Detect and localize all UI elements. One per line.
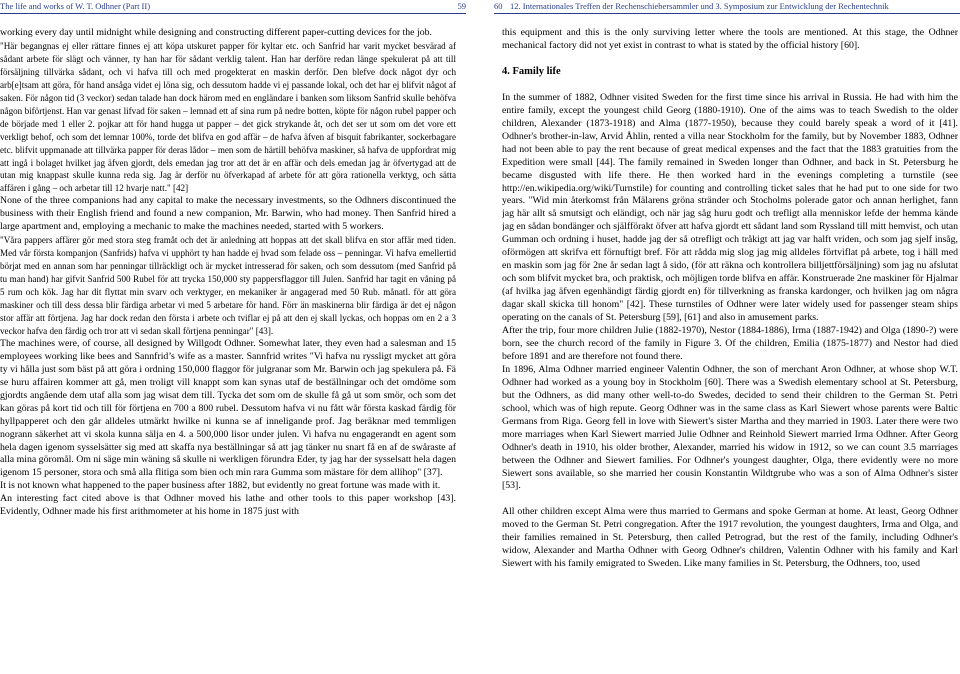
left-column (0, 27, 456, 674)
swedish-quote-paragraph: "Här begangnas ej eller rättare finnes ej att köpa utskuret papper för kyltar etc. och Sanfrid har varit mycket besvärad af sådant arbete för slägt och vänner, ty han har för sådant verklig talent. Han har derföre redan länge spekulerat på att till försäljning tillvärka sådant, och vi hafva till och med progekterat en maskin derför. Den blefve dock något dyr och arb[e]tsam att göra, för hand ansåga videt ej löna sig, och dessutom hadde vi ej passande lokal, och det har ej blifvit något af saken. För någon tid (3 veckor) sedan talade han dock härom med en engländare i banken som liksom Sanfrid skulle behöfva någon biförtjenst. Han var genast lifvad för saken – lemnad ett af sina rum på nedre botten, köpte för någon rubel papper och de började med 1 eller 2. pojkar att för hand hugga ut papper – det gick strykande åt, och det ser ut som om det vore ett verkligt behof, och som det lemnar 100%, torde det blifva en god affär – de hafva äfven af bisquit fabrikanter, sockerbagare etc. blifvit uppmanade att tillvärka papper för deras lådor – men som de härtill behöfva maskiner, så hafva de uppfordrat mig att ingå i bolaget hvilket jag äfven gjordt, dels emedan jag tror att det är en affär och dels emedan jag är öfvertygad att de utan mig knappast skulle kunna reda sig. Jag är derför nu öfverkapad af arbete för att göra rationella verktyg, och sätta affären i gång – och arbetar till 12 hvarje natt." [42] (0, 40, 456, 194)
section-heading: 4. Family life (502, 65, 561, 77)
body-paragraph: In the summer of 1882, Odhner visited Sweden for the first time since his arrival in Russia. He had with him the entire family, except the youngest child Georg (1880-1910). One of the aims was to teach Swedish to the older children, Alexander (1873-1918) and Alma (1877-1950), because they could barely speak a word of it [41]. Odhner's brother-in-law, Arvid Åhlin, rented a villa near Stockholm for the family, but by November 1883, Odhner had not been able to pay the rent because of great medical expenses and the fact that the 1883 gratuities from the Expedition were small [44]. The family remained in Sweden longer than Odhner, and back in St. Petersburg he became disgusted with life there. He then worked hard in the evenings completing a turnstile (see http://en.wikipedia.org/wiki/Turnstile) for counting and controlling ticket sales that he had put to one side for two years. "Wid min återkomst från Mälarens gröna stränder och Stocholms polerade gator och annan herlighet, fann jag här allt så smutsigt och eländigt, och när jag såg huru godt och trefligt alla menniskor lefde der hemma kände jag en sådan bondänger och själfförakt öfver att hafva gjordt ett sådant land som Ryssland till mitt hemvist, och utan Gumman och ordning i huset, hadde jag der så otrefligt och tråkigt att jag var halft vriden, och som jag sjelf insåg, oförmögen att skrifva ett förnuftigt bref. För att rådda mig slog jag mig alldeles förtviflat på arbete, tog i häll med en maskin som jag för 2ne år sedan lagt å sido, (för att räkna och kontrollera billjettförsäljning) som jag nu afslutat och som blifvit mycket bra, och praktisk, och möjligen torde blifva en affär. Konstruerade 2ne maskiner för Hjalmar (af hvilka jag äfven egenhändigt färdig gjordt en) för tillverkning as franska kardonger, och hvilken jag om några dagar skall skicka till honom" [42]. These turnstiles of Odhner were later widely used for passenger steam ships operating on the canals of St. Petersburg [59], [61] and also in amusement parks. (502, 91, 958, 324)
body-paragraph: All other children except Alma were thus married to Germans and spoke German at home. At least, Georg Odhner moved to the German St. Petri congregation. After the 1917 revolution, the youngest daughters, Irma and Olga, and their families remained in St. Petersburg, then called Petrograd, but the rest of the family, including Odhner's widow, Alexander and Martha Odhner with Georg Odhner's children, Valentin Odhner with his family and Karl Siewert with his family emigrated to Sweden. Like many families in St. Petersburg, the Odhners, too, used (502, 506, 958, 570)
left-page-number: 59 (457, 1, 466, 11)
left-header-title: The life and works of W. T. Odhner (Part II) (0, 1, 151, 11)
right-column (502, 27, 958, 674)
right-page-number: 60 (494, 1, 503, 11)
paragraph-gap (502, 493, 958, 506)
right-page-header (494, 0, 960, 14)
body-paragraph: After the trip, four more children Julie (1882-1970), Nestor (1884-1886), Irma (1887-1942) and Olga (1890-?) were born, see the church record of the family in Figure 3. Of the children, Emilia (1875-1877) and Nestor had died before 1891 and are therefore not found there. (502, 325, 958, 362)
right-header-title: 12. Internationales Treffen der Rechenschiebersammler und 3. Symposium zur Entwicklung der Rechentechnik (510, 1, 889, 11)
body-paragraph: working every day until midnight while designing and constructing different paper-cutting devices for the job. (0, 27, 432, 38)
body-paragraph: The machines were, of course, all designed by Willgodt Odhner. Somewhat later, they even had a salesman and 15 employees working like bees and Sannfrid’s wife as a master. Sannfrid writes "Vi hafva nu ryssligt mycket att göra ty vi hålla just som bäst på att göra i ordning 150,000 flaggor för julgranar som Mr. Barwin och jag spekulera på. Fä se huru affairen kommer att gå, men troligt vill knappt som kan synas utaf de beställningar och det omdöme som gjordts angående dem utaf alla som jag wisat dem till. Tycka det som om de skulle få gå ut som smör, och som det kan göras på kort tid och till för förtjena en 700 a 800 rubel. Dessutom hafva vi nu fått wår första kaskad färdig för hyllpapperet och den går alldeles utmärkt hwilke ni kunna se af inneligande prof. Jag beräknar med temmligen nogrann säkerhet att vi skola kunna sälja en 4. a 500,000 lisor under julen. Vi hafva nu engagerandt en agent som hela dagen igenom sysselsätter sig med att skaffa nya beställningar så att jag tänker nu snart få en af de swåraste af alla mina göromål. Om ni säge min wäning så skulle ni werkligen förundra Eder, ty jag har der sysselsatt hela dagen igenom 15 personer, stora och små alla flitiga som bien och min rara Gumma som mästare för dem allihop" [37]. (0, 337, 456, 479)
body-paragraph: this equipment and this is the only surviving letter where the tools are mentioned. At this stage, the Odhner mechanical factory did not yet exist in contrast to what is stated by the official history [60]. (502, 27, 958, 51)
body-paragraph: In 1896, Alma Odhner married engineer Valentin Odhner, the son of merchant Aron Odhner, at whose shop W.T. Odhner had worked as a young boy in Stockholm [60]. There was a Swedish elementary school at St. Petersburg, but the Odhners, as did many other well-to-do Swedes, decided to send their children to the German St. Petri school, which was of high repute. Georg Odhner was in the same class as Karl Siewert whose parents were Baltic Germans from Riga. Georg fell in love with Siewert's sister Martha and they married in 1903. Later there were two more marriages when Karl Siewert married Julie Odhner and Reinhold Siewert married Irma Odhner. After Georg Odhner's death in 1910, his older brother, Alexander, married his widow in 1912, so we can count 3.5 marriages between the Odhner and Siewert families. For Odhner's youngest daughter, Olga, there evidently were no more Siewert sons available, so she married her cousin Konstantin Wildtgrube who was a son of Alma Odhner's sister [53]. (502, 363, 958, 492)
body-paragraph: None of the three companions had any capital to make the necessary investments, so the Odhners discontinued the business with their English friend and found a new companion, Mr. Barwin, who had money. Then Sanfrid hired a large apartment and, employing a mechanic to make the machines needed, started with 5 workers. (0, 195, 456, 233)
left-page-header (0, 0, 466, 14)
body-paragraph: An interesting fact cited above is that Odhner moved his lathe and other tools to this paper workshop [43]. Evidently, Odhner made his first arithmometer at his home in 1875 just with (0, 493, 456, 518)
swedish-quote-paragraph: "Våra pappers affärer gör med stora steg framåt och det är anledning att hoppas att det skall blifva en stor affär med tiden. Med vår första kompanjon (Sanfrids) hafva vi upphört ty han hadde ej hvad som felade oss – penningar. Vi hafva emellertid börjat med en annan som har penningar tillräckligt och är mycket intresserad för saken, och som dessutom (med Sanfrid på tu man hand) har gifvit Sanfrid 500 Rubel för att trycka 150,000 sty pappersflaggor till Julen. Sanfrid har tagit en våning på 5 rum och kök. Jag har dit flyttat min svarv och verktyger, en mekaniker är angagerad med 50 Rub. månatl. för att göra maskiner och till dess dessa blir färdiga arbetar vi med 5 arbetare för hand. Förr än maskinerna blir färdiga är det ej någon stor affär att förtjena. Jag har dock redan den första i arbete och tviflar ej på att den ej skall lyckas, och hoppas om en 2 a 3 veckor hafva den färdig och tror att vi sedan skall förtjena penningar" [43]. (0, 235, 456, 336)
body-paragraph: It is not known what happened to the paper business after 1882, but evidently no great fortune was made with it. (0, 480, 441, 492)
